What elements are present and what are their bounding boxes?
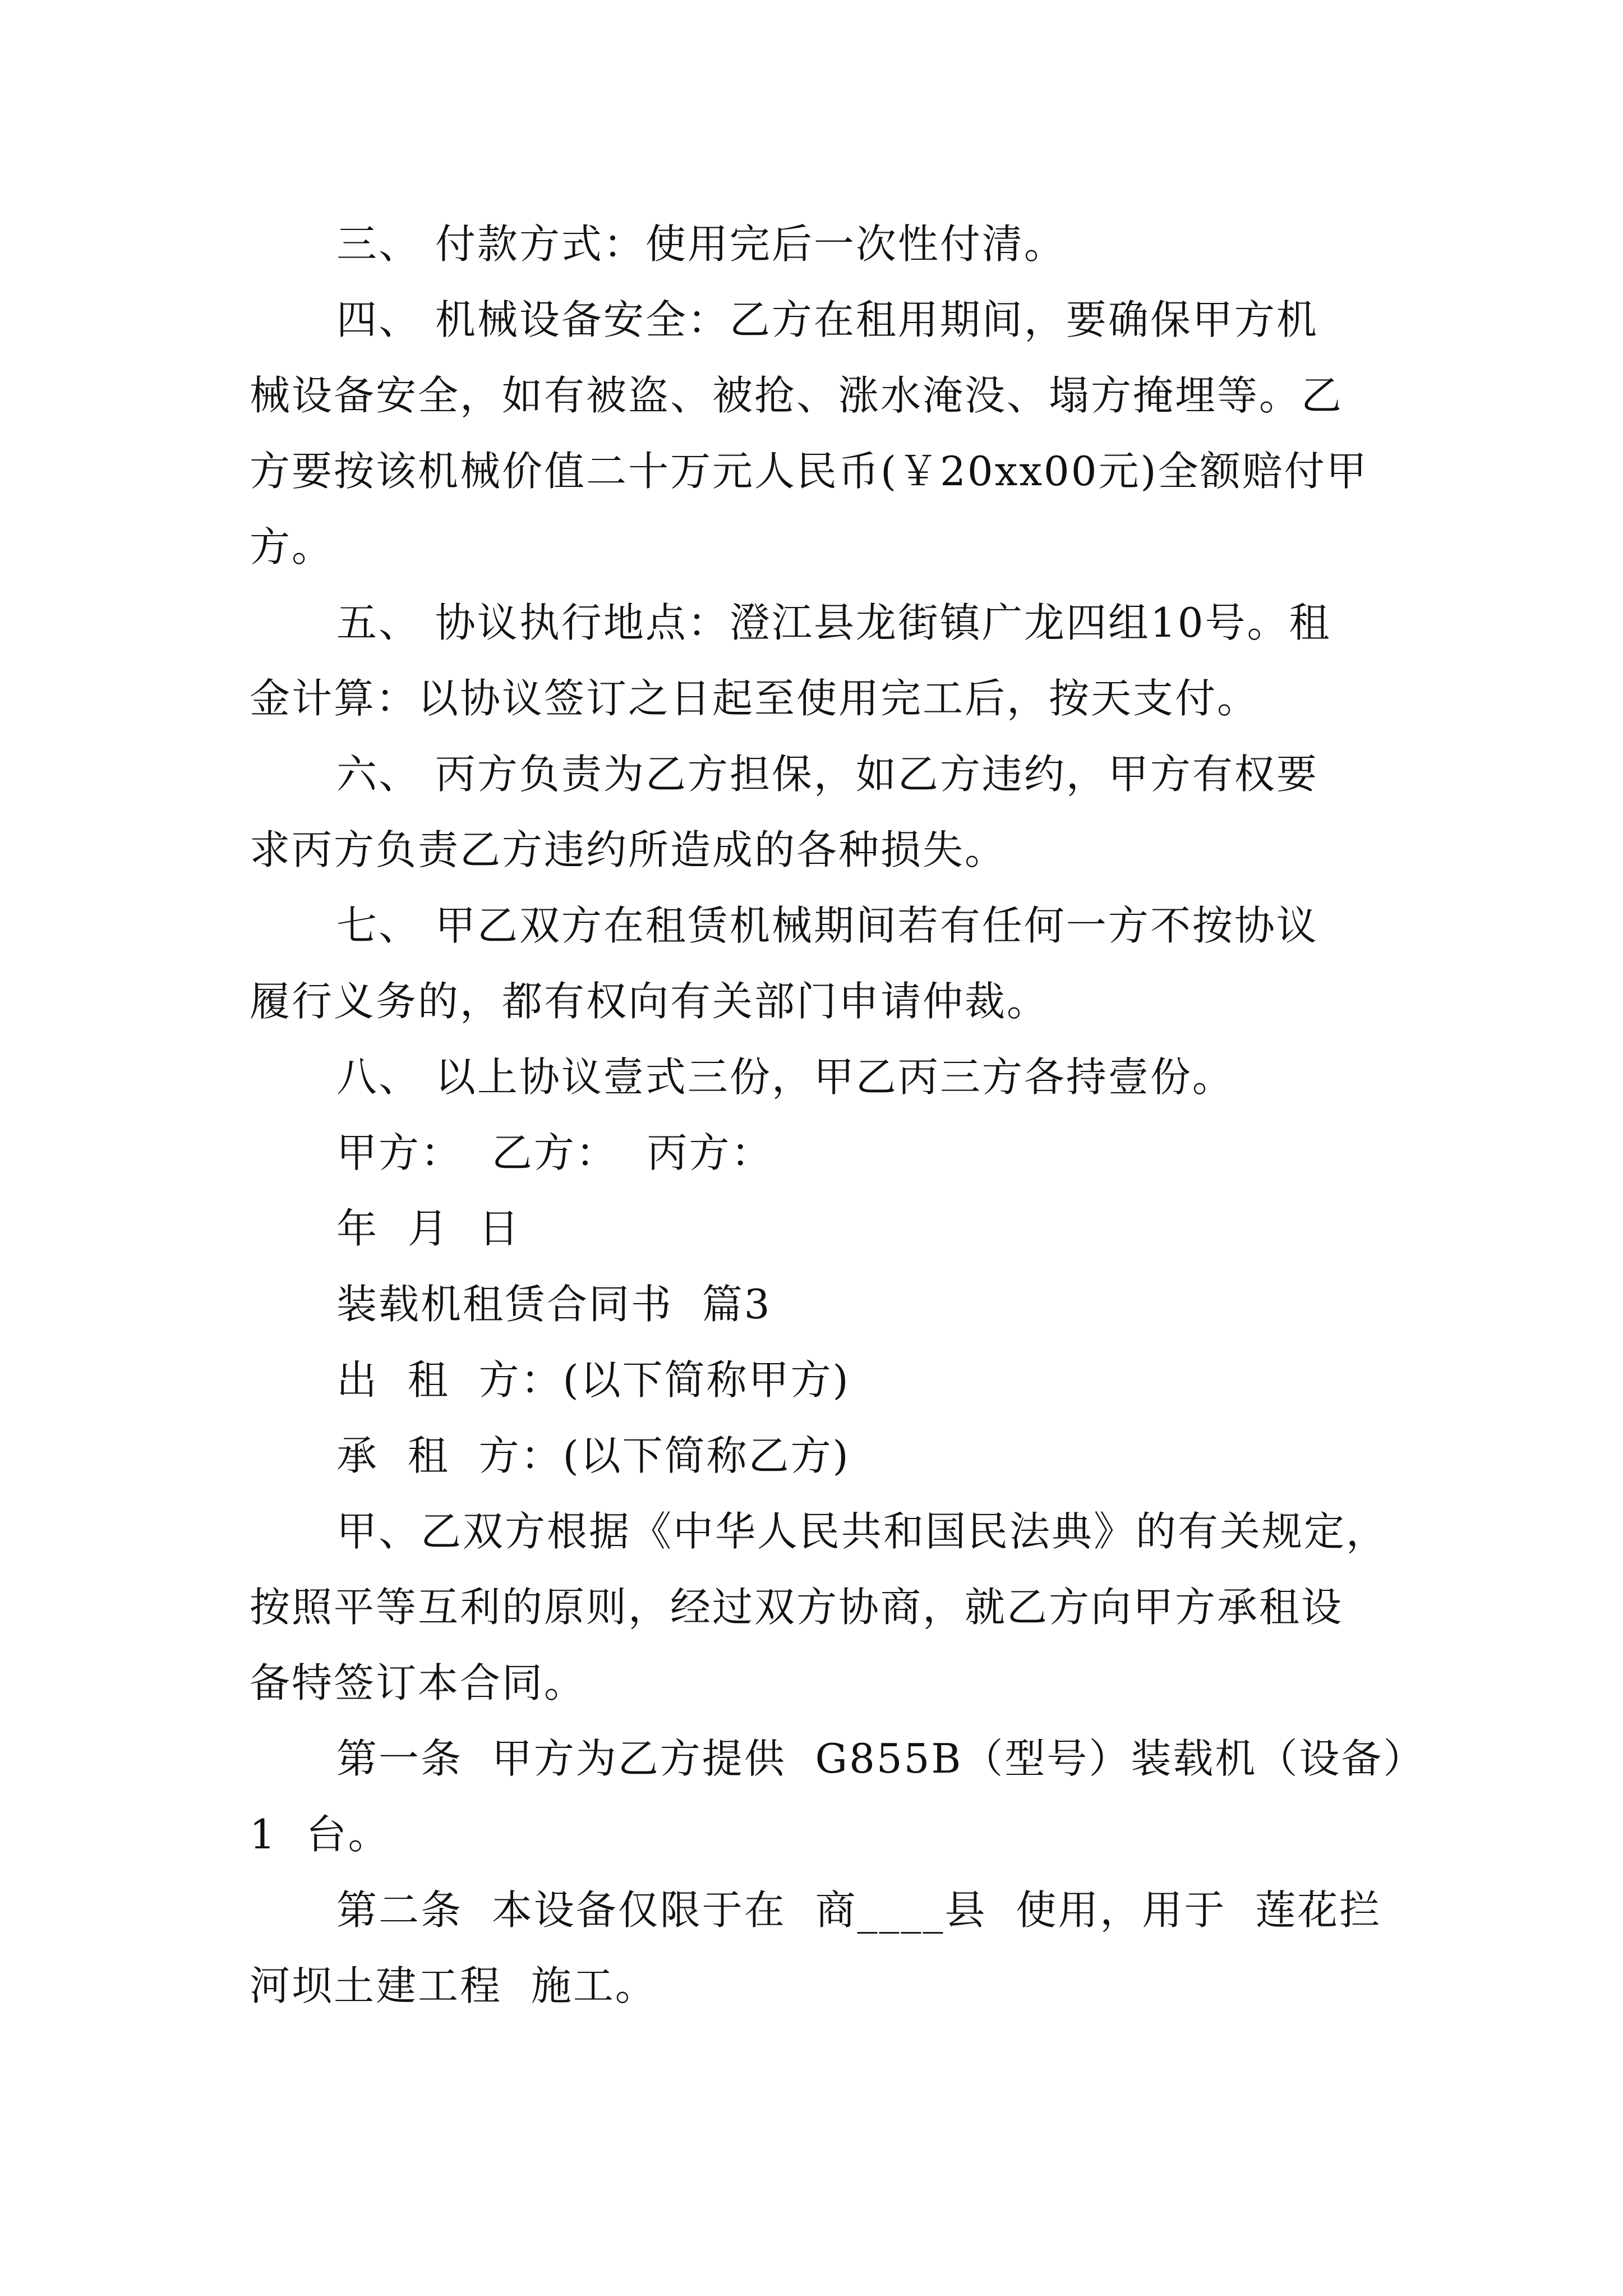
clause-3-payment: 三、 付款方式：使用完后一次性付清。 — [336, 220, 1066, 268]
clause-4-line-2: 械设备安全，如有被盗、被抢、涨水淹没、塌方掩埋等。乙 — [250, 372, 1344, 419]
clause-8: 八、 以上协议壹式三份，甲乙丙三方各持壹份。 — [336, 1053, 1234, 1101]
preamble-line-2: 按照平等互利的原则，经过双方协商，就乙方向甲方承租设 — [250, 1584, 1344, 1631]
signature-date: 年 月 日 — [336, 1205, 521, 1252]
clause-5-line-2: 金计算：以协议签订之日起至使用完工后，按天支付。 — [250, 675, 1260, 722]
clause-4-line-1: 四、 机械设备安全：乙方在租用期间，要确保甲方机 — [336, 296, 1318, 343]
lessee-line: 承 租 方：(以下简称乙方) — [336, 1432, 850, 1479]
clause-4-line-3: 方要按该机械价值二十万元人民币(￥20xx00元)全额赔付甲 — [250, 448, 1368, 495]
article-1-line-1: 第一条 甲方为乙方提供 G855B（型号）装载机（设备） — [336, 1735, 1426, 1782]
preamble-line-3: 备特签订本合同。 — [250, 1659, 587, 1706]
clause-6-line-2: 求丙方负责乙方违约所造成的各种损失。 — [250, 826, 1007, 873]
clause-6-line-1: 六、 丙方负责为乙方担保，如乙方违约，甲方有权要 — [336, 751, 1318, 798]
clause-4-line-4: 方。 — [250, 523, 334, 570]
article-2-line-2: 河坝土建工程 施工。 — [250, 1962, 657, 2009]
clause-5-line-1: 五、 协议执行地点：澄江县龙街镇广龙四组10号。租 — [336, 599, 1331, 646]
clause-7-line-2: 履行义务的，都有权向有关部门申请仲裁。 — [250, 978, 1049, 1025]
article-2-line-1: 第二条 本设备仅限于在 商____县 使用，用于 莲花拦 — [336, 1887, 1382, 1934]
clause-7-line-1: 七、 甲乙双方在租赁机械期间若有任何一方不按协议 — [336, 902, 1318, 949]
article-1-line-2: 1 台。 — [250, 1811, 390, 1858]
section-title: 装载机租赁合同书 篇3 — [336, 1281, 772, 1328]
preamble-line-1: 甲、乙双方根据《中华人民共和国民法典》的有关规定， — [336, 1508, 1389, 1555]
lessor-line: 出 租 方：(以下简称甲方) — [336, 1356, 850, 1404]
signature-parties: 甲方： 乙方： 丙方： — [336, 1129, 773, 1176]
